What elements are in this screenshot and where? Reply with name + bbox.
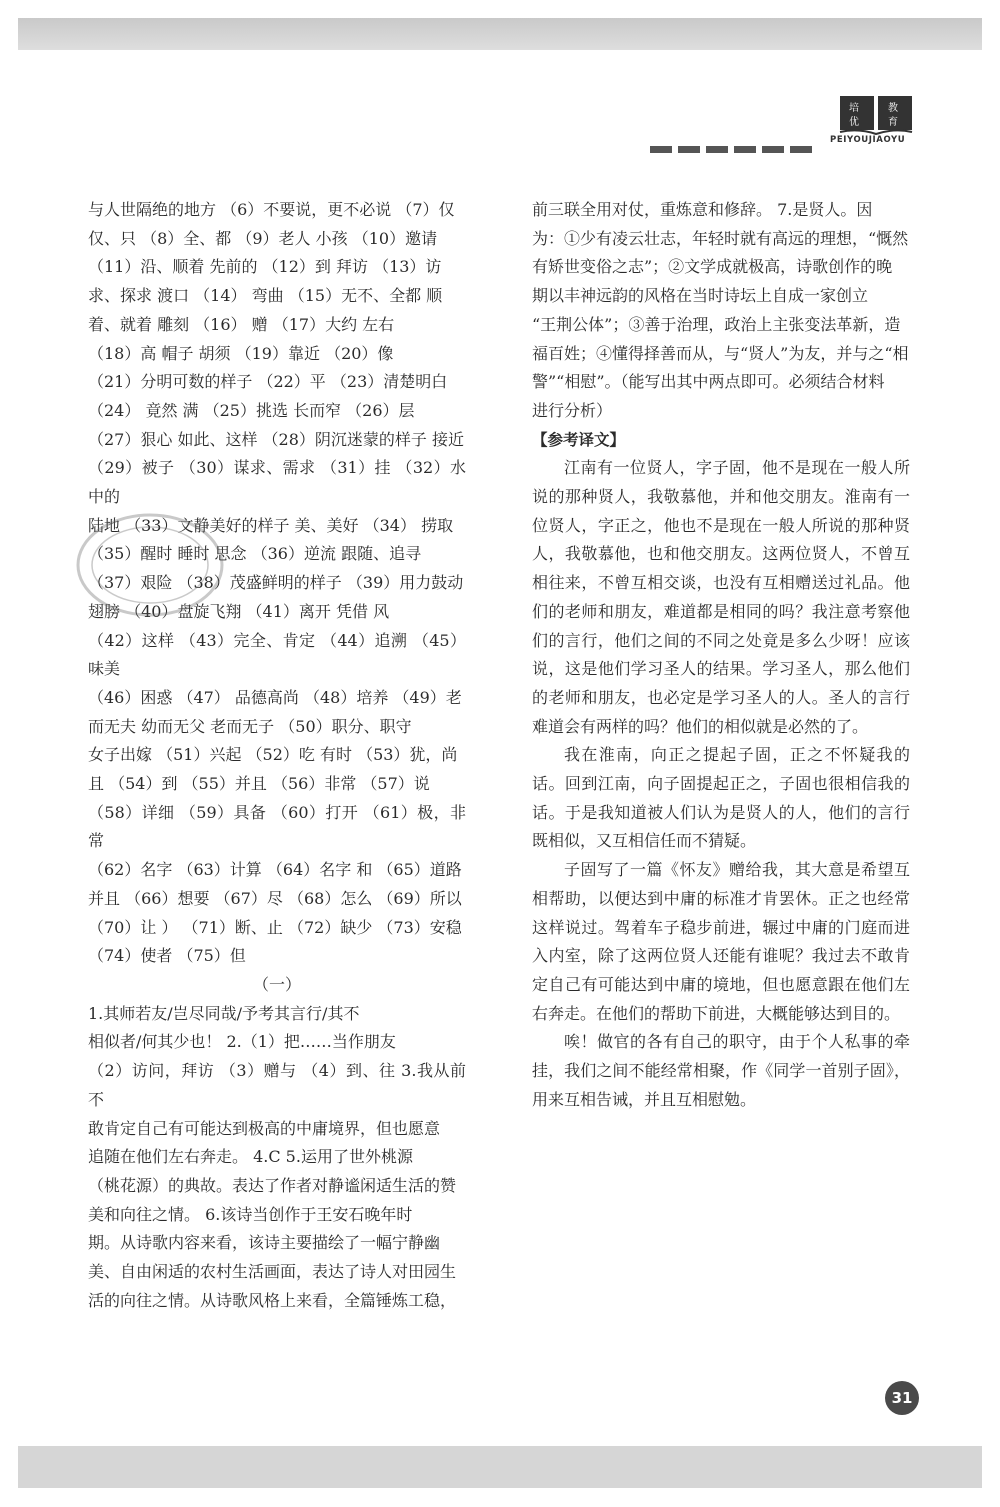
logo-char-4: 育	[888, 117, 898, 128]
section-title: （一）	[252, 974, 301, 994]
glossary-line: （11）沿、顺着 先前的 （12）到 拜访 （13）访	[88, 257, 442, 277]
translation-paragraph: 唉！做官的各有自己的职守，由于个人私事的牵挂，我们之间不能经常相聚，作《同学一首别子固》，用来互相告诫，并且互相慰勉。	[532, 1032, 910, 1109]
glossary-line: 而无夫 幼而无父 老而无子 （50）职分、职守	[88, 716, 412, 736]
glossary-line: 陆地 （33）文静美好的样子 美、美好 （34） 捞取	[88, 515, 454, 535]
glossary-line: （18）高 帽子 胡须 （19）靠近 （20）像	[88, 343, 394, 363]
glossary-line: （46）困惑 （47） 品德高尚 （48）培养 （49）老	[88, 687, 462, 707]
left-column	[88, 196, 466, 1315]
glossary-line: （35）醒时 睡时 思念 （36）逆流 跟随、追寻	[88, 544, 422, 564]
glossary-line: （70）让 ） （71）断、止 （72）缺少 （73）安稳	[88, 917, 462, 937]
answer-line: 福百姓；④懂得择善而从，与“贤人”为友，并与之“相	[532, 343, 909, 363]
glossary-line: （29）被子 （30）谋求、需求 （31）挂 （32）水中的	[88, 458, 466, 507]
answer-line: 追随在他们左右奔走。 4.C 5.运用了世外桃源	[88, 1147, 413, 1167]
glossary-line: 且 （54）到 （55）并且 （56）非常 （57）说	[88, 774, 430, 794]
logo-char-1: 培	[849, 103, 859, 114]
answer-line: 前三联全用对仗，重炼意和修辞。 7.是贤人。因	[532, 200, 873, 219]
answer-line: 期。从诗歌内容来看，该诗主要描绘了一幅宁静幽	[88, 1233, 441, 1253]
answer-line: 相似者/何其少也！ 2.（1）把……当作朋友	[88, 1032, 396, 1052]
glossary-line: （62）名字 （63）计算 （64）名字 和 （65）道路	[88, 860, 462, 880]
answer-line: 期以丰神远韵的风格在当时诗坛上自成一家创立	[532, 286, 869, 306]
translation-paragraph: 我在淮南，向正之提起子固，正之不怀疑我的话。回到江南，向子固提起正之，子固也很相信我的话。于是我知道被人们认为是贤人的人，他们的言行既相似，又互相信任而不猜疑。	[532, 745, 910, 851]
answer-line: 活的向往之情。从诗歌风格上来看，全篇锤炼工稳，	[88, 1290, 457, 1310]
translation-paragraph: 子固写了一篇《怀友》赠给我，其大意是希望互相帮助，以便达到中庸的标准才肯罢休。正之也经常这样说过。驾着车子稳步前进，辗过中庸的门庭而进入内室，除了这两位贤人还能有谁呢？我过去不敢肯定自己有可能达到中庸的境地，但也愿意跟在他们左右奔走。在他们的帮助下前进，大概能够达到目的。	[532, 860, 910, 1023]
top-border-band	[18, 18, 982, 50]
header-dash-decoration	[650, 138, 818, 157]
logo-char-3: 教	[888, 103, 898, 114]
answer-line: 进行分析）	[532, 400, 613, 420]
answer-line: 有矫世变俗之志”；②文学成就极高，诗歌创作的晚	[532, 257, 893, 277]
glossary-line: 女子出嫁 （51）兴起 （52）吃 有时 （53）犹，尚	[88, 745, 458, 765]
logo-subtext: PEIYOUJIAOYU	[830, 135, 906, 145]
glossary-line: 并且 （66）想要 （67）尽 （68）怎么 （69）所以	[88, 888, 462, 908]
answer-line: 美、自由闲适的农村生活画面，表达了诗人对田园生	[88, 1262, 457, 1282]
translation-paragraph: 江南有一位贤人，字子固，他不是现在一般人所说的那种贤人，我敬慕他，并和他交朋友。淮南有一位贤人，字正之，他也不是现在一般人所说的那种贤人，我敬慕他，也和他交朋友。这两位贤人，不曾互相往来，不曾互相交谈，也没有互相赠送过礼品。他们的老师和朋友，难道都是相同的吗？我注意考察他们的言行，他们之间的不同之处竟是多么少呀！应该说，这是他们学习圣人的结果。学习圣人，那么他们的老师和朋友，也必定是学习圣人的人。圣人的言行难道会有两样的吗？他们的相似就是必然的了。	[532, 458, 910, 736]
glossary-line: （24） 竟然 满 （25）挑选 长而窄 （26）层	[88, 400, 415, 420]
answer-line: （2）访问，拜访 （3）赠与 （4）到、往 3.我从前不	[88, 1061, 466, 1109]
answer-line: 1.其师若友/岂尽同哉/予考其言行/其不	[88, 1003, 360, 1023]
answers-block	[88, 1000, 466, 1316]
glossary-line: 仅、只 （8）全、都 （9）老人 小孩 （10）邀请	[88, 228, 438, 248]
glossary-line: （42）这样 （43）完全、肯定 （44）追溯 （45）味美	[88, 630, 466, 679]
reference-translation-title: 【参考译文】	[532, 430, 626, 449]
glossary-line: 求、探求 渡口 （14） 弯曲 （15）无不、全都 顺	[88, 286, 443, 306]
glossary-line: （37）艰险 （38）茂盛鲜明的样子 （39）用力鼓动	[88, 573, 464, 593]
glossary-line: 着、就着 雕刻 （16） 赠 （17）大约 左右	[88, 314, 395, 334]
glossary-line: （21）分明可数的样子 （22）平 （23）清楚明白	[88, 372, 448, 392]
answer-line: 警”“相慰”。（能写出其中两点即可。必须结合材料	[532, 372, 885, 392]
answer-line: 敢肯定自己有可能达到极高的中庸境界，但也愿意	[88, 1118, 441, 1138]
answer-line: （桃花源）的典故。表达了作者对静谧闲适生活的赞	[88, 1175, 457, 1195]
answer-continuation-block	[532, 196, 910, 426]
glossary-line: （58）详细 （59）具备 （60）打开 （61）极，非常	[88, 802, 466, 851]
open-book-logo-icon	[838, 92, 914, 136]
glossary-line: （74）使者 （75）但	[88, 946, 246, 966]
answer-line: 为：①少有凌云壮志，年轻时就有高远的理想，“慨然	[532, 228, 909, 248]
logo-char-2: 优	[849, 117, 859, 128]
answer-line: “王荆公体”；③善于治理，政治上主张变法革新，造	[532, 314, 901, 334]
page-number: 31	[885, 1381, 919, 1415]
answer-line: 美和向往之情。 6.该诗当创作于王安石晚年时	[88, 1204, 413, 1224]
glossary-line: 翅膀 （40）盘旋飞翔 （41）离开 凭借 风	[88, 601, 390, 621]
glossary-line: 与人世隔绝的地方 （6）不要说，更不必说 （7）仅	[88, 200, 455, 219]
glossary-line: （27）狠心 如此、这样 （28）阴沉迷蒙的样子 接近	[88, 429, 464, 449]
bottom-border-band	[18, 1446, 982, 1488]
watermark-stamp-icon	[70, 505, 230, 625]
right-column	[532, 196, 910, 1115]
